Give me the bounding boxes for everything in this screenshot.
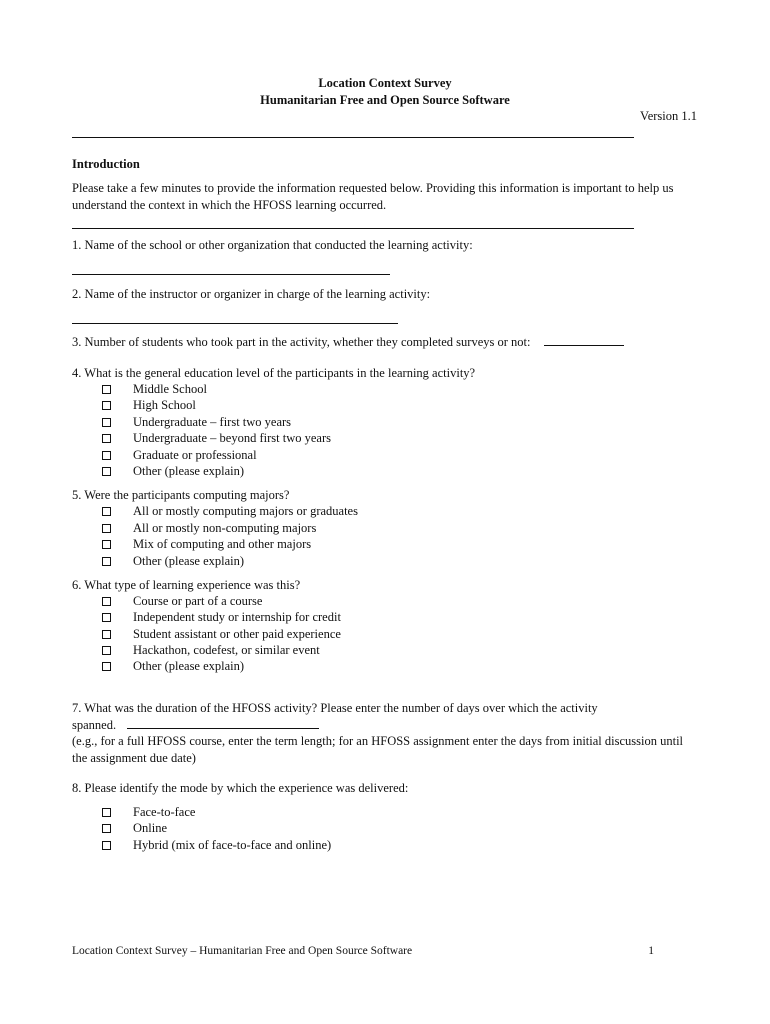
checkbox[interactable] <box>102 467 111 476</box>
option-label: Online <box>133 821 168 835</box>
q5-option-computing[interactable] <box>102 503 358 520</box>
checkbox[interactable] <box>102 597 111 606</box>
q6-option-hackathon[interactable] <box>102 642 320 659</box>
document-subtitle: Humanitarian Free and Open Source Software <box>260 93 510 107</box>
footer-text: Location Context Survey – Humanitarian Free and Open Source Software <box>72 945 413 957</box>
checkbox[interactable] <box>102 646 111 655</box>
checkbox[interactable] <box>102 557 111 566</box>
checkbox[interactable] <box>102 630 111 639</box>
question-3-text: 3. Number of students who took part in the activity, whether they completed surveys or not: <box>72 335 531 349</box>
option-label: Mix of computing and other majors <box>133 537 312 551</box>
q8-option-face-to-face[interactable] <box>102 804 195 821</box>
option-label: Other (please explain) <box>133 659 245 673</box>
checkbox[interactable] <box>102 507 111 516</box>
option-label: Middle School <box>133 382 207 396</box>
divider <box>72 228 634 229</box>
checkbox[interactable] <box>102 613 111 622</box>
question-4-text: 4. What is the general education level of the participants in the learning activity? <box>72 366 476 380</box>
checkbox[interactable] <box>102 808 111 817</box>
checkbox[interactable] <box>102 418 111 427</box>
option-label: Undergraduate – first two years <box>133 415 292 429</box>
checkbox[interactable] <box>102 524 111 533</box>
version-label: Version 1.1 <box>640 109 697 123</box>
q4-option-middle-school[interactable] <box>102 381 207 398</box>
checkbox[interactable] <box>102 451 111 460</box>
question-1-answer-line[interactable] <box>72 274 390 275</box>
checkbox[interactable] <box>102 540 111 549</box>
question-7-text-line-2: spanned. <box>72 718 117 732</box>
option-label: Graduate or professional <box>133 448 257 462</box>
question-2-text: 2. Name of the instructor or organizer in charge of the learning activity: <box>72 287 431 301</box>
q6-option-student-assistant[interactable] <box>102 626 341 643</box>
checkbox[interactable] <box>102 841 111 850</box>
page-number: 1 <box>648 945 654 957</box>
option-label: Student assistant or other paid experience <box>133 627 341 641</box>
q4-option-undergrad-first-two[interactable] <box>102 414 291 431</box>
question-7-answer-line[interactable] <box>127 717 319 729</box>
q4-option-high-school[interactable] <box>102 397 196 414</box>
q4-option-other[interactable] <box>102 463 244 480</box>
intro-text: Please take a few minutes to provide the information requested below. Providing this information is important to help us understand the context in which the HFOSS learning occurred. <box>72 181 674 212</box>
option-label: Other (please explain) <box>133 554 245 568</box>
q5-option-non-computing[interactable] <box>102 520 316 537</box>
option-label: Undergraduate – beyond first two years <box>133 431 331 445</box>
question-7-line-2 <box>72 717 319 733</box>
divider <box>72 137 634 138</box>
question-7-text-line-1: 7. What was the duration of the HFOSS activity? Please enter the number of days over which the activity <box>72 701 598 715</box>
q4-option-graduate[interactable] <box>102 447 257 464</box>
checkbox[interactable] <box>102 434 111 443</box>
q5-option-other[interactable] <box>102 553 244 570</box>
question-8-text: 8. Please identify the mode by which the experience was delivered: <box>72 781 409 795</box>
option-label: Hackathon, codefest, or similar event <box>133 643 320 657</box>
option-label: All or mostly computing majors or graduates <box>133 504 358 518</box>
q5-option-mix[interactable] <box>102 536 311 553</box>
document-title: Location Context Survey <box>318 76 452 90</box>
option-label: Independent study or internship for credit <box>133 610 341 624</box>
q4-option-undergrad-beyond[interactable] <box>102 430 331 447</box>
question-2-answer-line[interactable] <box>72 323 398 324</box>
question-3-answer-line[interactable] <box>544 334 624 346</box>
q6-option-independent-study[interactable] <box>102 609 341 626</box>
option-label: Course or part of a course <box>133 594 263 608</box>
q6-option-course[interactable] <box>102 593 262 610</box>
q6-option-other[interactable] <box>102 658 244 675</box>
checkbox[interactable] <box>102 401 111 410</box>
checkbox[interactable] <box>102 385 111 394</box>
intro-heading: Introduction <box>72 157 140 171</box>
option-label: Other (please explain) <box>133 464 245 478</box>
option-label: High School <box>133 398 196 412</box>
option-label: Face-to-face <box>133 805 196 819</box>
q8-option-hybrid[interactable] <box>102 837 331 854</box>
q8-option-online[interactable] <box>102 820 167 837</box>
question-5-text: 5. Were the participants computing majors? <box>72 488 290 502</box>
question-3 <box>72 334 624 350</box>
checkbox[interactable] <box>102 824 111 833</box>
question-1-text: 1. Name of the school or other organization that conducted the learning activity: <box>72 238 473 252</box>
option-label: All or mostly non-computing majors <box>133 521 317 535</box>
option-label: Hybrid (mix of face-to-face and online) <box>133 838 332 852</box>
question-7-note: (e.g., for a full HFOSS course, enter the term length; for an HFOSS assignment enter the days from initial discussion until the assignment due date) <box>72 734 684 765</box>
question-6-text: 6. What type of learning experience was this? <box>72 578 301 592</box>
checkbox[interactable] <box>102 662 111 671</box>
